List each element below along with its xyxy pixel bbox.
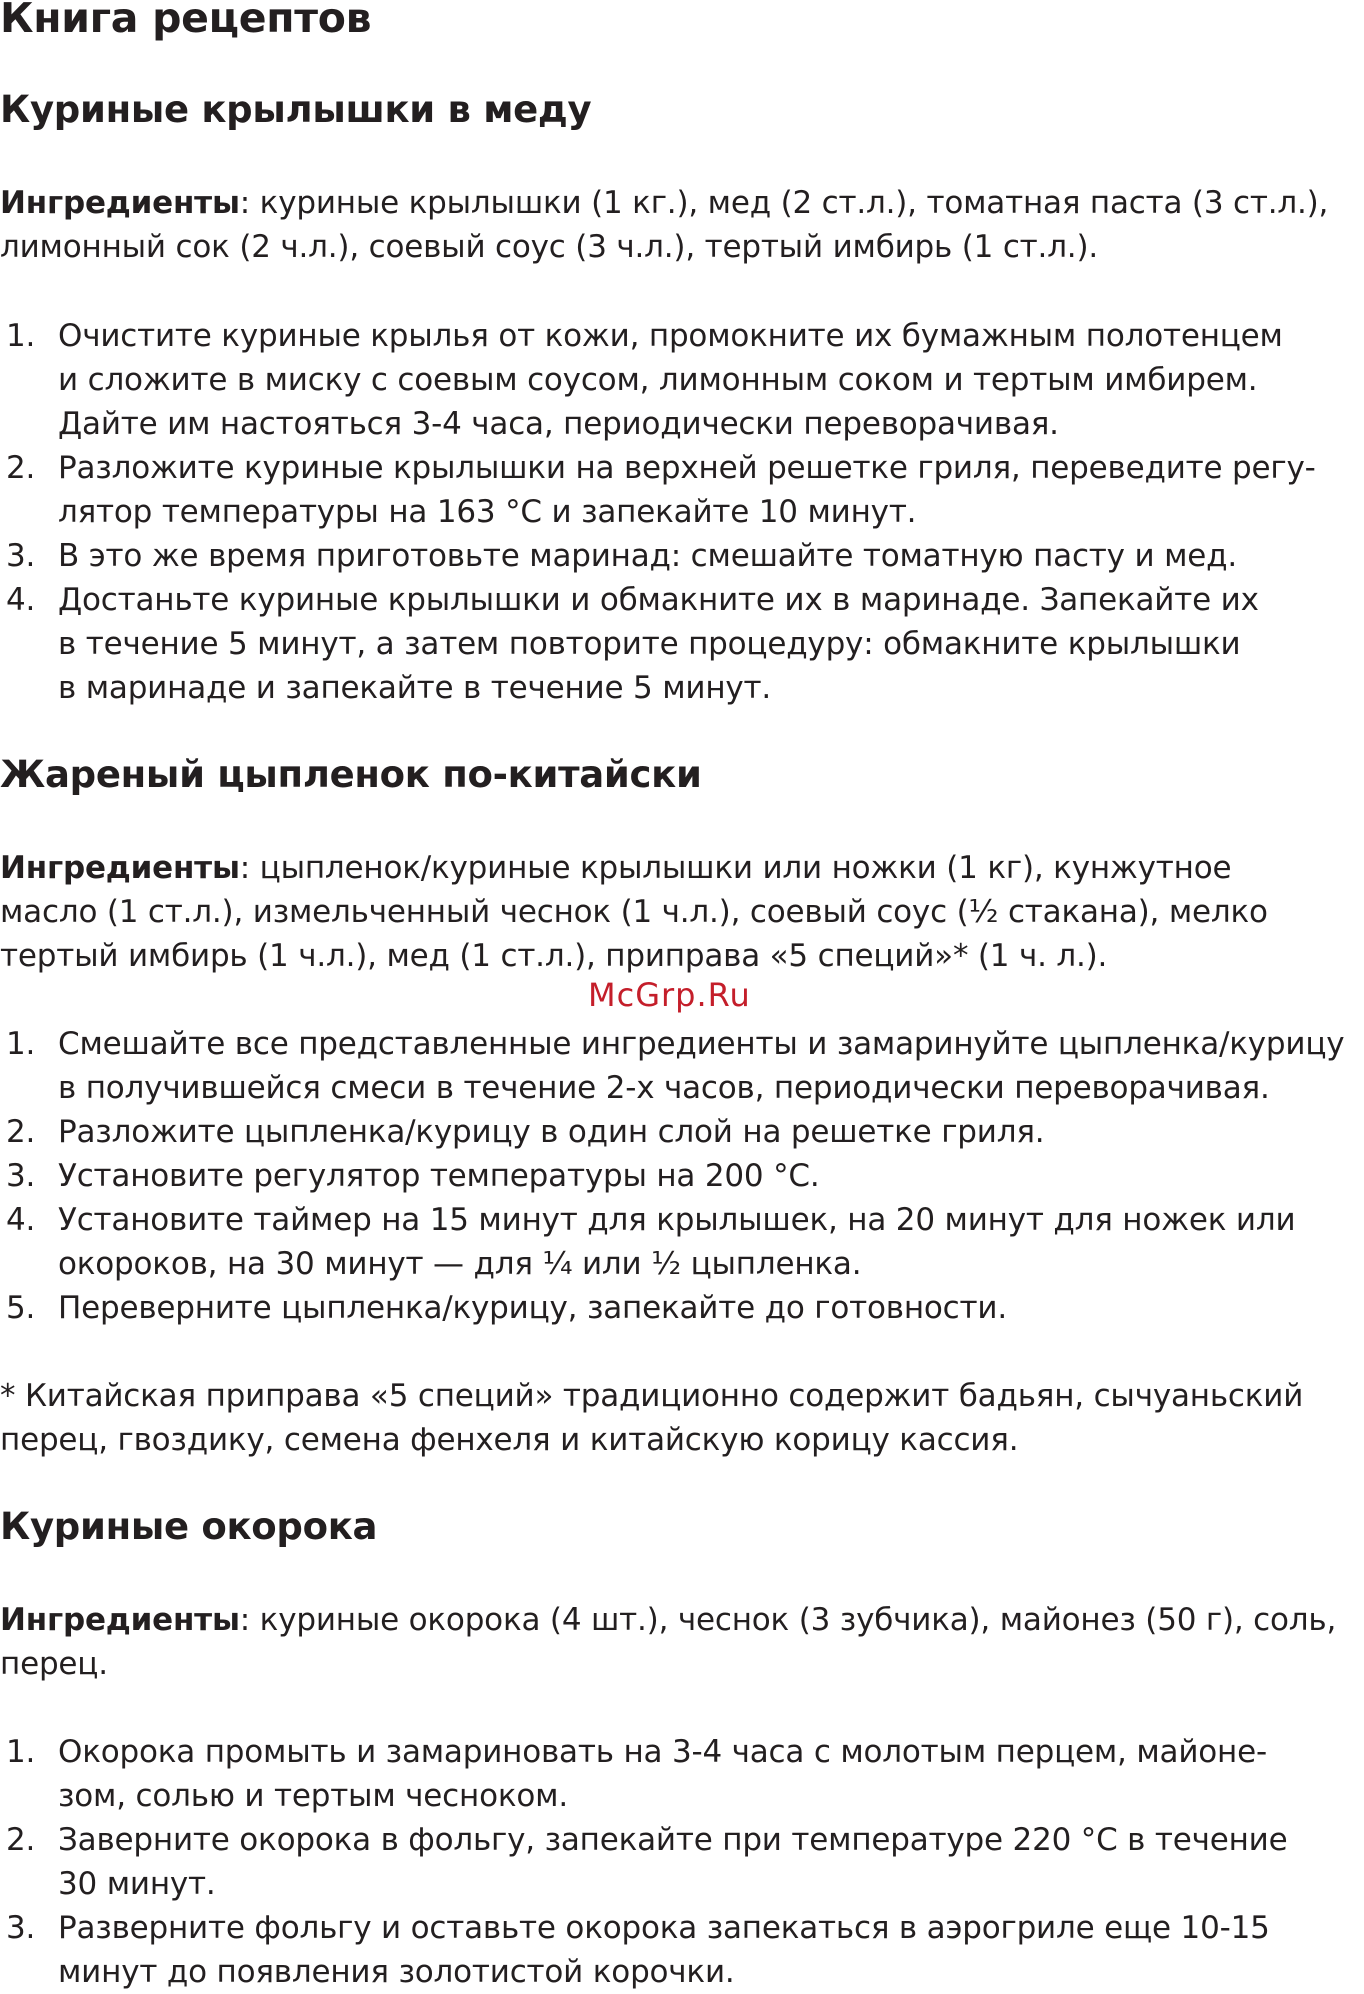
- recipe-title-chinese-chicken: Жареный цыпленок по-китайски: [0, 753, 702, 796]
- watermark: McGrp.Ru: [588, 976, 751, 1014]
- step-number: 5.: [6, 1290, 36, 1326]
- step-text: Заверните окорока в фольгу, запекайте при температуре 220 °С в течение 30 минут.: [58, 1822, 1288, 1902]
- step-text: Разверните фольгу и оставьте окорока запекаться в аэрогриле еще 10-15 минут до появления золотистой корочки.: [58, 1910, 1270, 1990]
- step-number: 3.: [6, 1158, 36, 1194]
- step-text: Разложите цыпленка/курицу в один слой на решетке гриля.: [58, 1114, 1045, 1150]
- step-text: Окорока промыть и замариновать на 3-4 часа с молотым перцем, майоне- зом, солью и тертым чесноком.: [58, 1734, 1267, 1814]
- ingredients-line: Ингредиенты: куриные крылышки (1 кг.), мед (2 ст.л.), томатная паста (3 ст.л.),: [0, 185, 1329, 221]
- step-number: 2.: [6, 1114, 36, 1150]
- step-number: 3.: [6, 1910, 36, 1946]
- step-number: 3.: [6, 538, 36, 574]
- recipe-title-honey-wings: Куриные крылышки в меду: [0, 88, 592, 131]
- ingredients-chicken-legs: [0, 1598, 1362, 1686]
- ingredients-line: перец.: [0, 1646, 108, 1682]
- ingredients-line: Ингредиенты: куриные окорока (4 шт.), чеснок (3 зубчика), майонез (50 г), соль,: [0, 1602, 1337, 1638]
- step-text: В это же время приготовьте маринад: смешайте томатную пасту и мед.: [58, 538, 1238, 574]
- step-text: Смешайте все представленные ингредиенты и замаринуйте цыпленка/курицу в получившейся смеси в течение 2-х часов, периодически переворачивая.: [58, 1026, 1345, 1106]
- ingredients-label: Ингредиенты: [0, 1602, 240, 1638]
- step-number: 1.: [6, 1734, 36, 1770]
- step-text: Переверните цыпленка/курицу, запекайте до готовности.: [58, 1290, 1007, 1326]
- step-number: 4.: [6, 582, 36, 618]
- step-text: Установите регулятор температуры на 200 °С.: [58, 1158, 820, 1194]
- recipe-title-chicken-legs: Куриные окорока: [0, 1505, 378, 1548]
- ingredients-label: Ингредиенты: [0, 850, 240, 886]
- step-number: 2.: [6, 1822, 36, 1858]
- ingredients-line: Ингредиенты: цыпленок/куриные крылышки или ножки (1 кг), кунжутное: [0, 850, 1232, 886]
- ingredients-line: лимонный сок (2 ч.л.), соевый соус (3 ч.л.), тертый имбирь (1 ст.л.).: [0, 229, 1099, 265]
- step-number: 1.: [6, 318, 36, 354]
- ingredients-label: Ингредиенты: [0, 185, 240, 221]
- step-number: 2.: [6, 450, 36, 486]
- step-number: 4.: [6, 1202, 36, 1238]
- footnote: * Китайская приправа «5 специй» традиционно содержит бадьян, сычуаньский перец, гвоздику, семена фенхеля и китайскую корицу кассия.: [0, 1378, 1304, 1458]
- ingredients-line: тертый имбирь (1 ч.л.), мед (1 ст.л.), приправа «5 специй»* (1 ч. л.).: [0, 938, 1108, 974]
- step-text: Достаньте куриные крылышки и обмакните их в маринаде. Запекайте их в течение 5 минут, а затем повторите процедуру: обмакните крылышки в маринаде и запекайте в течение 5 минут.: [58, 582, 1259, 706]
- step-number: 1.: [6, 1026, 36, 1062]
- page-title: Книга рецептов: [0, 0, 372, 42]
- step-text: Установите таймер на 15 минут для крылышек, на 20 минут для ножек или окороков, на 30 минут — для ¼ или ½ цыпленка.: [58, 1202, 1296, 1282]
- step-text: Разложите куриные крылышки на верхней решетке гриля, переведите регу- лятор температуры на 163 °С и запекайте 10 минут.: [58, 450, 1316, 530]
- step-text: Очистите куриные крылья от кожи, промокните их бумажным полотенцем и сложите в миску с соевым соусом, лимонным соком и тертым имбирем. Дайте им настояться 3-4 часа, периодически переворачивая.: [58, 318, 1283, 442]
- ingredients-honey-wings: [0, 181, 1362, 269]
- ingredients-chinese-chicken: [0, 846, 1362, 978]
- ingredients-line: масло (1 ст.л.), измельченный чеснок (1 ч.л.), соевый соус (½ стакана), мелко: [0, 894, 1268, 930]
